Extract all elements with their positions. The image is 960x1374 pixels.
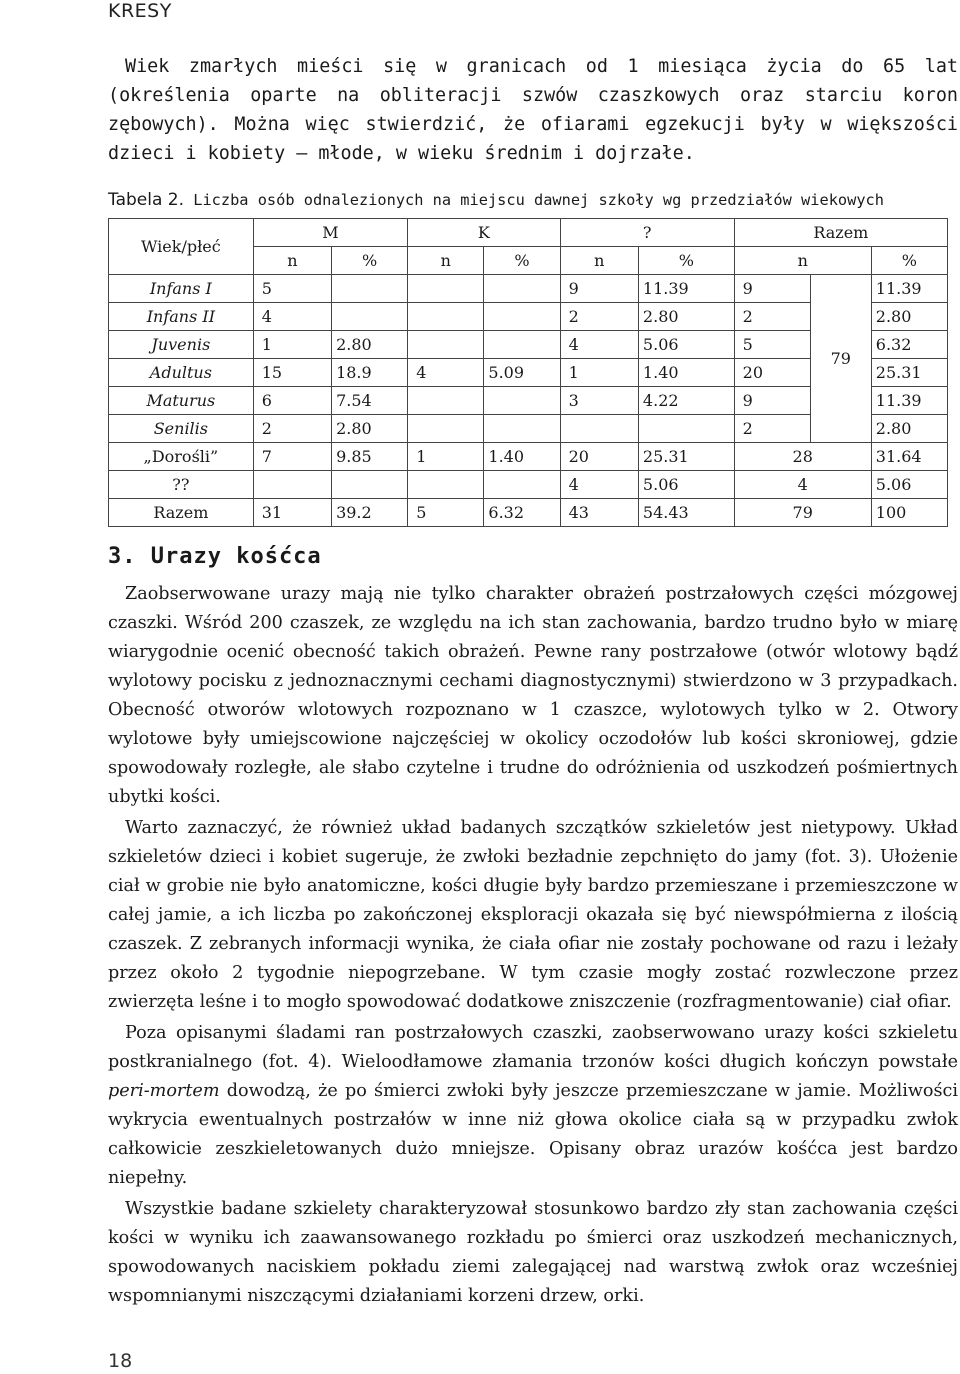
sub-header: n bbox=[253, 247, 331, 275]
cell: 15 bbox=[253, 359, 331, 387]
cell: 11.39 bbox=[871, 275, 947, 303]
cell: 9 bbox=[560, 275, 638, 303]
header-group-razem: Razem bbox=[734, 219, 947, 247]
cell: 4.22 bbox=[638, 387, 734, 415]
row-label: ?? bbox=[109, 471, 254, 499]
cell: 2 bbox=[253, 415, 331, 443]
table-caption-label: Tabela 2. bbox=[108, 190, 185, 210]
cell bbox=[253, 471, 331, 499]
cell bbox=[484, 303, 560, 331]
cell: 5.06 bbox=[638, 331, 734, 359]
cell bbox=[332, 471, 408, 499]
running-head: KRESY bbox=[108, 0, 172, 22]
emphasis-text: peri-mortem bbox=[108, 1081, 220, 1101]
header-group-m: M bbox=[253, 219, 408, 247]
cell: 9.85 bbox=[332, 443, 408, 471]
cell: 2.80 bbox=[871, 415, 947, 443]
paragraph bbox=[108, 1019, 958, 1193]
row-label: Juvenis bbox=[109, 331, 254, 359]
cell: 1 bbox=[253, 331, 331, 359]
sub-header: % bbox=[332, 247, 408, 275]
cell: 43 bbox=[560, 499, 638, 527]
paragraph: Warto zaznaczyć, że również układ badanych szczątków szkieletów jest nietypowy. Układ szkieletów dzieci i kobiet sugeruje, że zwłoki bezładnie zepchnięto do jamy (fot. 3). Ułożenie ciał w grobie nie było anatomiczne, kości długie były bardzo przemieszane i przemieszczone w całej jamie, a ich liczba po zakończonej eksploracji okazała się być niewspółmierna z ilością czaszek. Z zebranych informacji wynika, że ciała ofiar nie zostały pochowane od razu i leżały przez około 2 tygodnie niepogrzebane. W tym czasie mogły zostać rozwleczone przez zwierzęta leśne i to mogło spowodować dodatkowe zniszczenie (rozfragmentowanie) ciał ofiar. bbox=[108, 818, 958, 1012]
cell: 1 bbox=[560, 359, 638, 387]
cell bbox=[408, 331, 484, 359]
row-label: Infans II bbox=[109, 303, 254, 331]
section-heading: 3. Urazy kośćca bbox=[108, 544, 322, 569]
cell: 4 bbox=[253, 303, 331, 331]
cell: 1.40 bbox=[484, 443, 560, 471]
sub-header: % bbox=[484, 247, 560, 275]
row-label: Infans I bbox=[109, 275, 254, 303]
cell: 11.39 bbox=[638, 275, 734, 303]
cell: 2.80 bbox=[638, 303, 734, 331]
table-caption-text: Liczba osób odnalezionych na miejscu dawnej szkoły wg przedziałów wiekowych bbox=[193, 191, 884, 209]
cell: 25.31 bbox=[638, 443, 734, 471]
cell: 4 bbox=[734, 471, 871, 499]
cell: 3 bbox=[560, 387, 638, 415]
sub-header: % bbox=[638, 247, 734, 275]
cell: 2.80 bbox=[332, 331, 408, 359]
cell: 25.31 bbox=[871, 359, 947, 387]
cell: 39.2 bbox=[332, 499, 408, 527]
table-row bbox=[109, 275, 948, 303]
cell: 18.9 bbox=[332, 359, 408, 387]
table-header-row-groups bbox=[109, 219, 948, 247]
cell: 6.32 bbox=[871, 331, 947, 359]
cell: 54.43 bbox=[638, 499, 734, 527]
row-label: Razem bbox=[109, 499, 254, 527]
header-group-unknown: ? bbox=[560, 219, 734, 247]
cell: 31 bbox=[253, 499, 331, 527]
cell bbox=[484, 387, 560, 415]
cell: 2 bbox=[560, 303, 638, 331]
cell: 11.39 bbox=[871, 387, 947, 415]
cell: 1.40 bbox=[638, 359, 734, 387]
cell: 2 bbox=[734, 415, 810, 443]
age-sex-table bbox=[108, 218, 948, 527]
cell: 2.80 bbox=[871, 303, 947, 331]
cell bbox=[408, 415, 484, 443]
cell bbox=[332, 303, 408, 331]
table-row bbox=[109, 443, 948, 471]
cell: 5.09 bbox=[484, 359, 560, 387]
row-label: Adultus bbox=[109, 359, 254, 387]
intro-text bbox=[108, 52, 958, 168]
cell bbox=[560, 415, 638, 443]
cell bbox=[638, 415, 734, 443]
cell bbox=[408, 471, 484, 499]
cell: 6.32 bbox=[484, 499, 560, 527]
cell bbox=[332, 275, 408, 303]
row-label: „Dorośli” bbox=[109, 443, 254, 471]
intro-paragraph: Wiek zmarłych mieści się w granicach od 1 miesiąca życia do 65 lat (określenia oparte na obliteracji szwów czaszkowych oraz starciu koron zębowych). Można więc stwierdzić, że ofiarami egzekucji były w większości dzieci i kobiety – młode, w wieku średnim i dojrzałe. bbox=[108, 56, 958, 164]
cell: 6 bbox=[253, 387, 331, 415]
paragraph: Wszystkie badane szkielety charakteryzował stosunkowo bardzo zły stan zachowania części kości w wyniku ich zaawansowanego rozkładu po śmierci oraz uszkodzeń mechanicznych, spowodowanych naciskiem pokładu ziemi zalegającej nad warstwą zwłok oraz wcześniej wspomnianymi niszczącymi działaniami korzeni drzew, orki. bbox=[108, 1199, 958, 1306]
cell: 5.06 bbox=[871, 471, 947, 499]
sub-header: % bbox=[871, 247, 947, 275]
cell: 2.80 bbox=[332, 415, 408, 443]
table-caption bbox=[108, 189, 960, 211]
cell: 1 bbox=[408, 443, 484, 471]
cell bbox=[484, 415, 560, 443]
cell: 5 bbox=[734, 331, 810, 359]
paragraph-text: dowodzą, że po śmierci zwłoki były jeszcze przemieszczane w jamie. Możliwości wykrycia ewentualnych postrzałów w inne niż głowa okolice ciała są w przypadku zwłok całkowicie zeszkieletowanych dużo mniejsze. Opisany obraz urazów kośćca jest bardzo niepełny. bbox=[108, 1081, 958, 1188]
cell: 2 bbox=[734, 303, 810, 331]
body-text bbox=[108, 580, 958, 1313]
cell bbox=[408, 387, 484, 415]
cell: 31.64 bbox=[871, 443, 947, 471]
cell bbox=[484, 275, 560, 303]
cell bbox=[408, 303, 484, 331]
row-label: Maturus bbox=[109, 387, 254, 415]
cell: 20 bbox=[734, 359, 810, 387]
cell: 4 bbox=[560, 331, 638, 359]
sub-header: n bbox=[560, 247, 638, 275]
cell: 4 bbox=[560, 471, 638, 499]
cell bbox=[408, 275, 484, 303]
table-corner-header: Wiek/płeć bbox=[109, 219, 254, 275]
cell: 5.06 bbox=[638, 471, 734, 499]
cell: 7.54 bbox=[332, 387, 408, 415]
table-row bbox=[109, 471, 948, 499]
row-label: Senilis bbox=[109, 415, 254, 443]
page-number: 18 bbox=[108, 1350, 133, 1372]
cell: 28 bbox=[734, 443, 871, 471]
cell: 7 bbox=[253, 443, 331, 471]
cell: 9 bbox=[734, 387, 810, 415]
cell bbox=[484, 331, 560, 359]
header-group-k: K bbox=[408, 219, 560, 247]
cell bbox=[484, 471, 560, 499]
cell: 5 bbox=[408, 499, 484, 527]
cell: 5 bbox=[253, 275, 331, 303]
sub-header: n bbox=[408, 247, 484, 275]
cell: 100 bbox=[871, 499, 947, 527]
cell: 4 bbox=[408, 359, 484, 387]
merged-subtotal-cell: 79 bbox=[810, 275, 871, 443]
cell: 79 bbox=[734, 499, 871, 527]
cell: 9 bbox=[734, 275, 810, 303]
cell: 20 bbox=[560, 443, 638, 471]
paragraph: Zaobserwowane urazy mają nie tylko charakter obrażeń postrzałowych części mózgowej czaszki. Wśród 200 czaszek, ze względu na ich stan zachowania, bardzo trudno było w miarę wiarygodnie ocenić obecność takich obrażeń. Pewne rany postrzałowe (otwór wlotowy bądź wylotowy pocisku z jednoznacznymi cechami diagnostycznymi) stwierdzono w 3 przypadkach. Obecność otworów wlotowych rozpoznano w 1 czaszce, wylotowych tylko w 2. Otwory wylotowe były umiejscowione najczęściej w okolicy oczodołów lub kości skroniowej, gdzie spowodowały rozległe, ale słabo czytelne i trudne do odróżnienia od uszkodzeń pośmiertnych ubytki kości. bbox=[108, 584, 958, 807]
table-row-total bbox=[109, 499, 948, 527]
sub-header: n bbox=[734, 247, 871, 275]
paragraph-text: Poza opisanymi śladami ran postrzałowych czaszki, zaobserwowano urazy kości szkieletu postkranialnego (fot. 4). Wieloodłamowe złamania trzonów kości długich kończyn powstałe bbox=[108, 1023, 958, 1072]
